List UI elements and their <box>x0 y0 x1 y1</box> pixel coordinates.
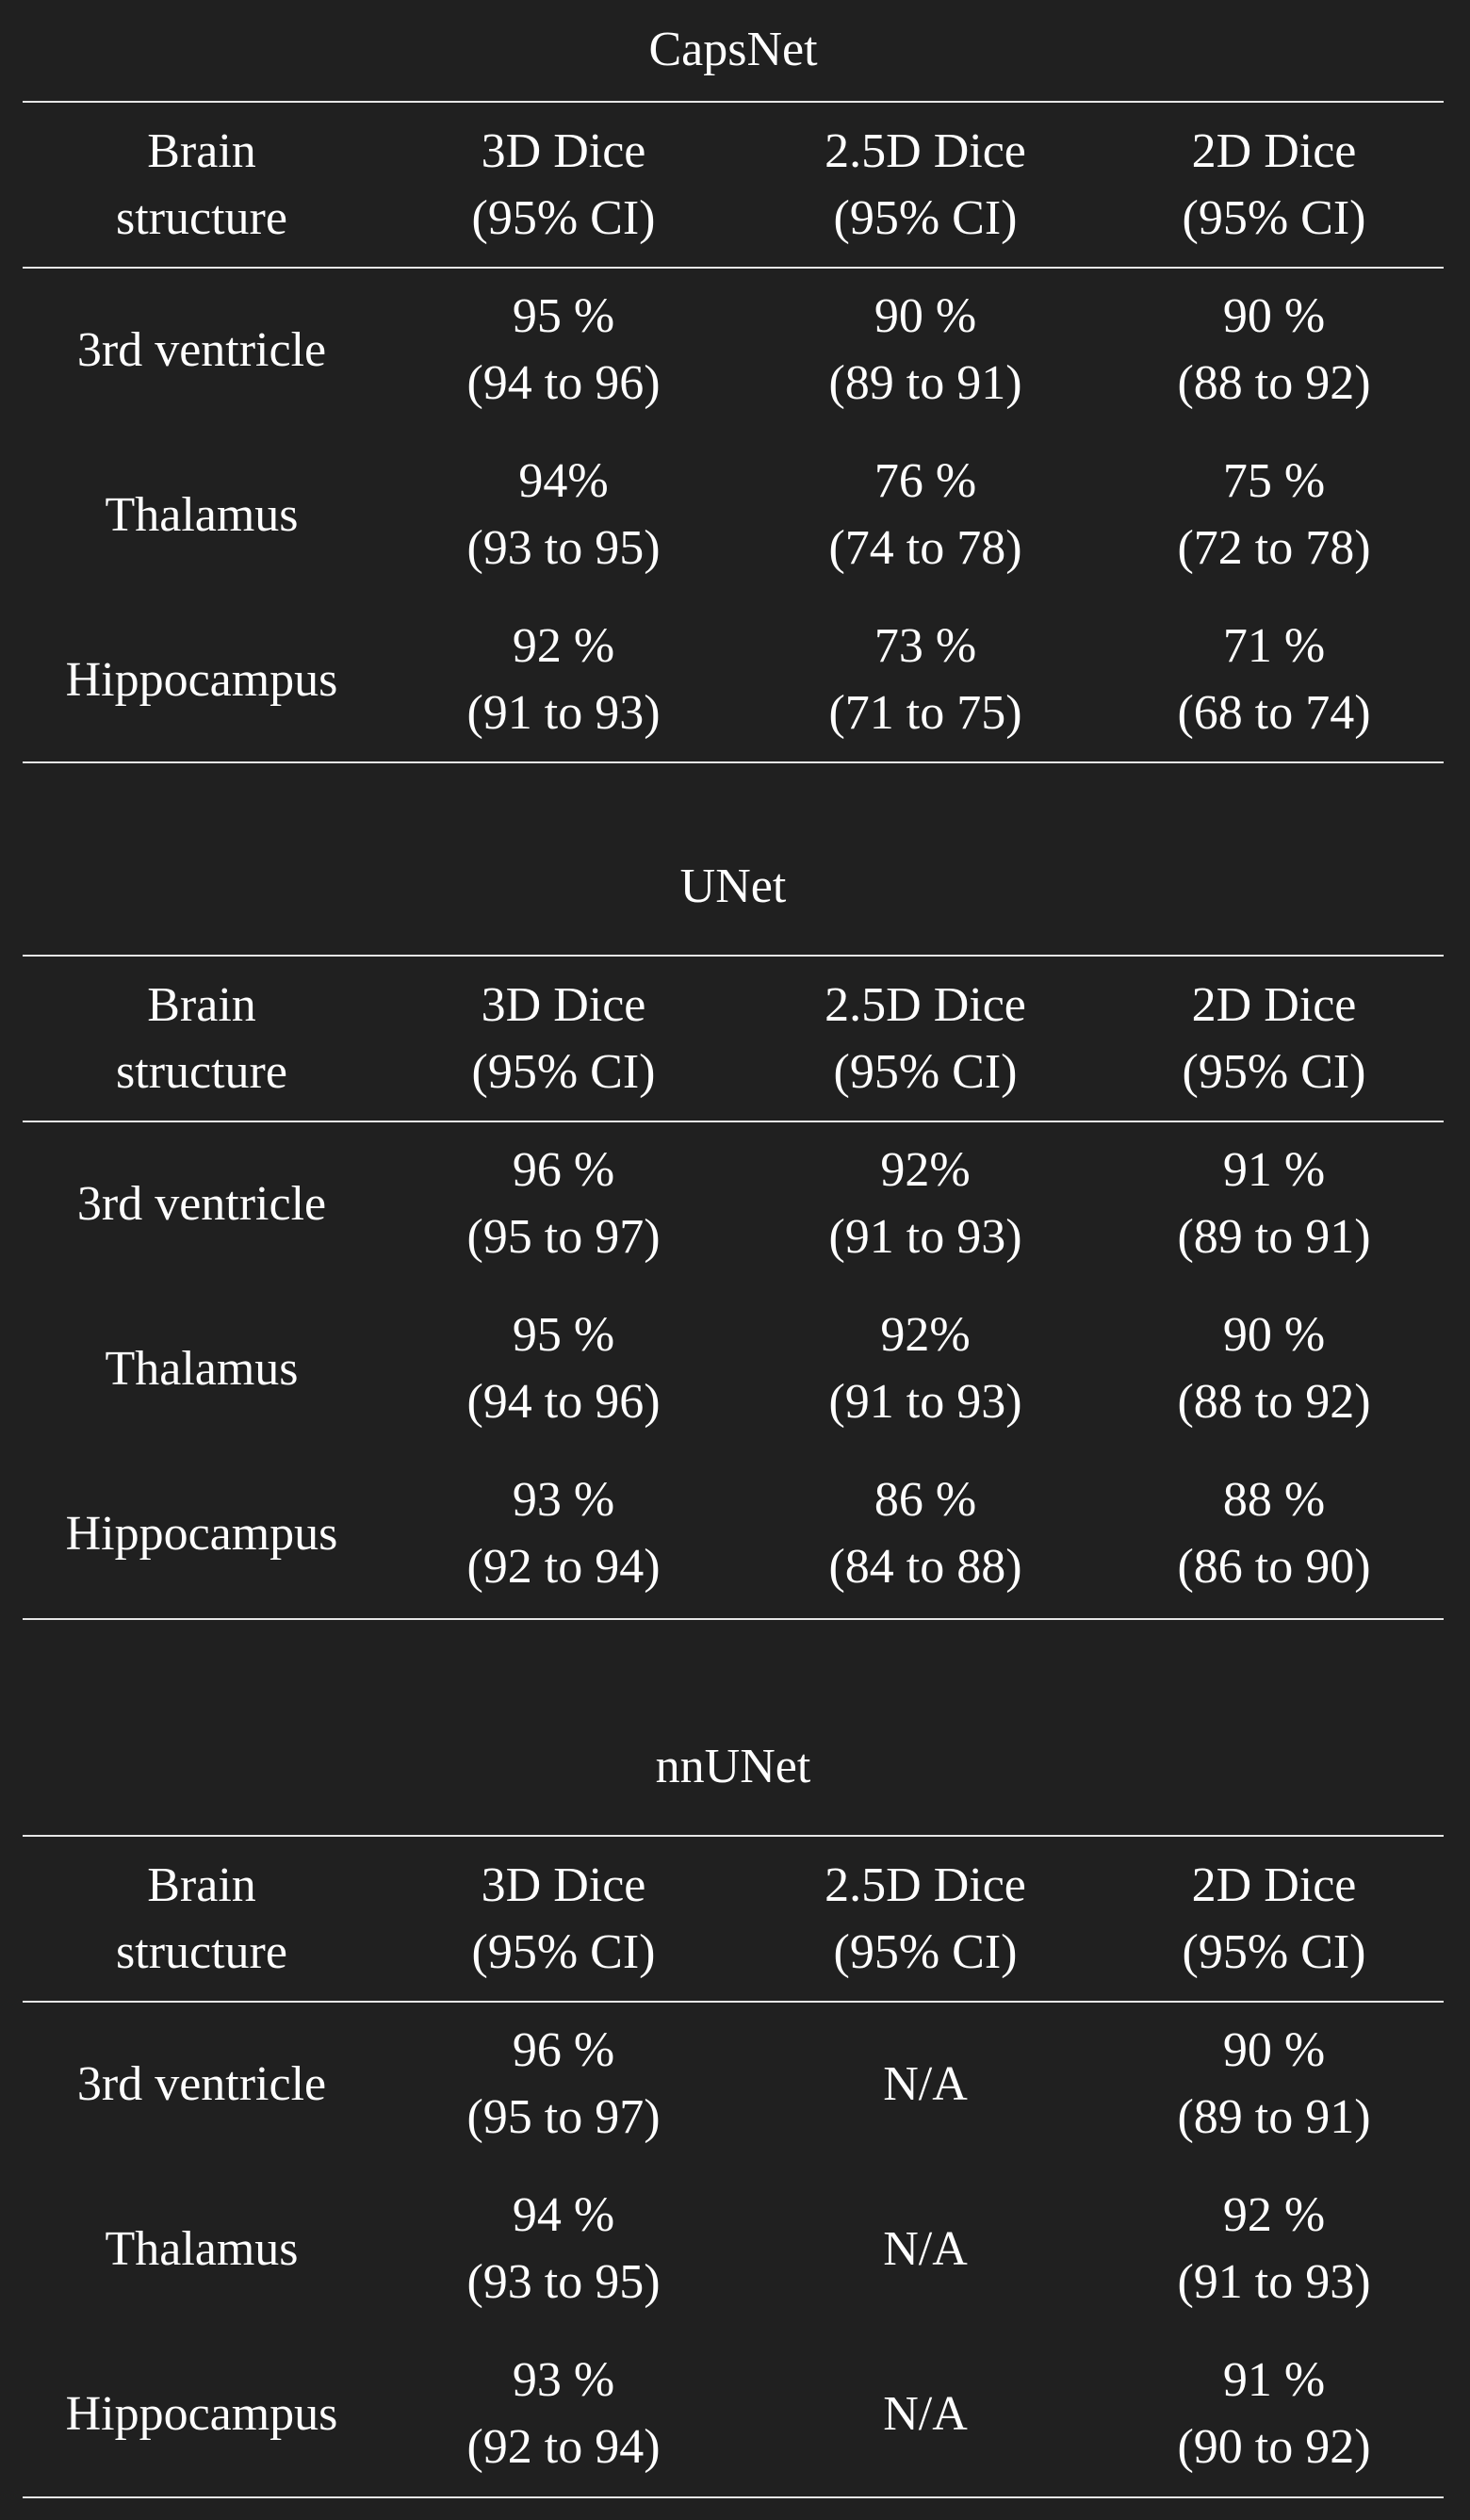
dice-2-5d: 90 % (89 to 91) <box>828 289 1022 410</box>
header-3d-dice: 3D Dice (95% CI) <box>471 124 656 245</box>
table-row <box>23 1463 1444 1604</box>
table-row <box>23 444 1444 585</box>
dice-2-5d: N/A <box>883 2221 968 2276</box>
table-title: nnUNet <box>655 1740 811 1793</box>
dice-2d: 88 % (86 to 90) <box>1177 1473 1371 1594</box>
structure-name: Hippocampus <box>65 1506 338 1561</box>
structure-name: Hippocampus <box>65 2386 338 2441</box>
dice-3d: 93 % (92 to 94) <box>466 2353 661 2474</box>
dice-2d: 90 % (89 to 91) <box>1177 2023 1371 2144</box>
dice-3d: 96 % (95 to 97) <box>466 2023 661 2144</box>
structure-name: 3rd ventricle <box>76 2056 327 2111</box>
header-2d-dice: 2D Dice (95% CI) <box>1182 124 1366 245</box>
header-2-5d-dice: 2.5D Dice (95% CI) <box>825 124 1026 245</box>
dice-2d: 75 % (72 to 78) <box>1177 454 1371 575</box>
header-2d-dice: 2D Dice (95% CI) <box>1182 978 1366 1099</box>
dice-2-5d: N/A <box>883 2386 968 2441</box>
header-rule <box>23 2001 1444 2003</box>
table-row <box>23 2178 1444 2319</box>
structure-name: 3rd ventricle <box>76 322 327 377</box>
table-row <box>23 1298 1444 1439</box>
header-row <box>23 957 1444 1120</box>
dice-3d: 95 % (94 to 96) <box>466 289 661 410</box>
header-brain-structure: Brain structure <box>116 1858 287 1979</box>
dice-2-5d: 76 % (74 to 78) <box>828 454 1022 575</box>
dice-2d: 90 % (88 to 92) <box>1177 289 1371 410</box>
dice-2-5d: 92% (91 to 93) <box>828 1308 1022 1429</box>
table-title: CapsNet <box>648 23 818 76</box>
dice-2-5d: 86 % (84 to 88) <box>828 1473 1022 1594</box>
dice-3d: 94 % (93 to 95) <box>466 2188 661 2309</box>
top-rule <box>23 955 1444 957</box>
structure-name: Thalamus <box>105 487 299 542</box>
dice-2d: 92 % (91 to 93) <box>1177 2188 1371 2309</box>
dice-2-5d: 92% (91 to 93) <box>828 1143 1022 1264</box>
structure-name: Hippocampus <box>65 652 338 707</box>
header-3d-dice: 3D Dice (95% CI) <box>471 1858 656 1979</box>
header-2-5d-dice: 2.5D Dice (95% CI) <box>825 978 1026 1099</box>
dice-3d: 92 % (91 to 93) <box>466 619 661 740</box>
header-brain-structure: Brain structure <box>116 124 287 245</box>
table-title: UNet <box>679 859 787 913</box>
header-rule <box>23 267 1444 269</box>
structure-name: Thalamus <box>105 1341 299 1396</box>
table-row <box>23 1133 1444 1274</box>
dice-3d: 94% (93 to 95) <box>466 454 661 575</box>
table-row <box>23 279 1444 420</box>
bottom-rule <box>23 761 1444 763</box>
header-2-5d-dice: 2.5D Dice (95% CI) <box>825 1858 1026 1979</box>
dice-2d: 71 % (68 to 74) <box>1177 619 1371 740</box>
header-2d-dice: 2D Dice (95% CI) <box>1182 1858 1366 1979</box>
top-rule <box>23 101 1444 103</box>
table-row <box>23 2343 1444 2484</box>
bottom-rule <box>23 2496 1444 2498</box>
dice-3d: 95 % (94 to 96) <box>466 1308 661 1429</box>
top-rule <box>23 1835 1444 1837</box>
dice-2d: 90 % (88 to 92) <box>1177 1308 1371 1429</box>
dice-2-5d: 73 % (71 to 75) <box>828 619 1022 740</box>
structure-name: Thalamus <box>105 2221 299 2276</box>
header-row <box>23 104 1444 266</box>
header-rule <box>23 1121 1444 1122</box>
dice-2d: 91 % (90 to 92) <box>1177 2353 1371 2474</box>
table-row <box>23 609 1444 750</box>
header-brain-structure: Brain structure <box>116 978 287 1099</box>
dice-3d: 96 % (95 to 97) <box>466 1143 661 1264</box>
header-3d-dice: 3D Dice (95% CI) <box>471 978 656 1099</box>
dice-2-5d: N/A <box>883 2056 968 2111</box>
table-row <box>23 2013 1444 2154</box>
dice-2d: 91 % (89 to 91) <box>1177 1143 1371 1264</box>
dice-3d: 93 % (92 to 94) <box>466 1473 661 1594</box>
header-row <box>23 1838 1444 2000</box>
bottom-rule <box>23 1618 1444 1620</box>
structure-name: 3rd ventricle <box>76 1176 327 1231</box>
